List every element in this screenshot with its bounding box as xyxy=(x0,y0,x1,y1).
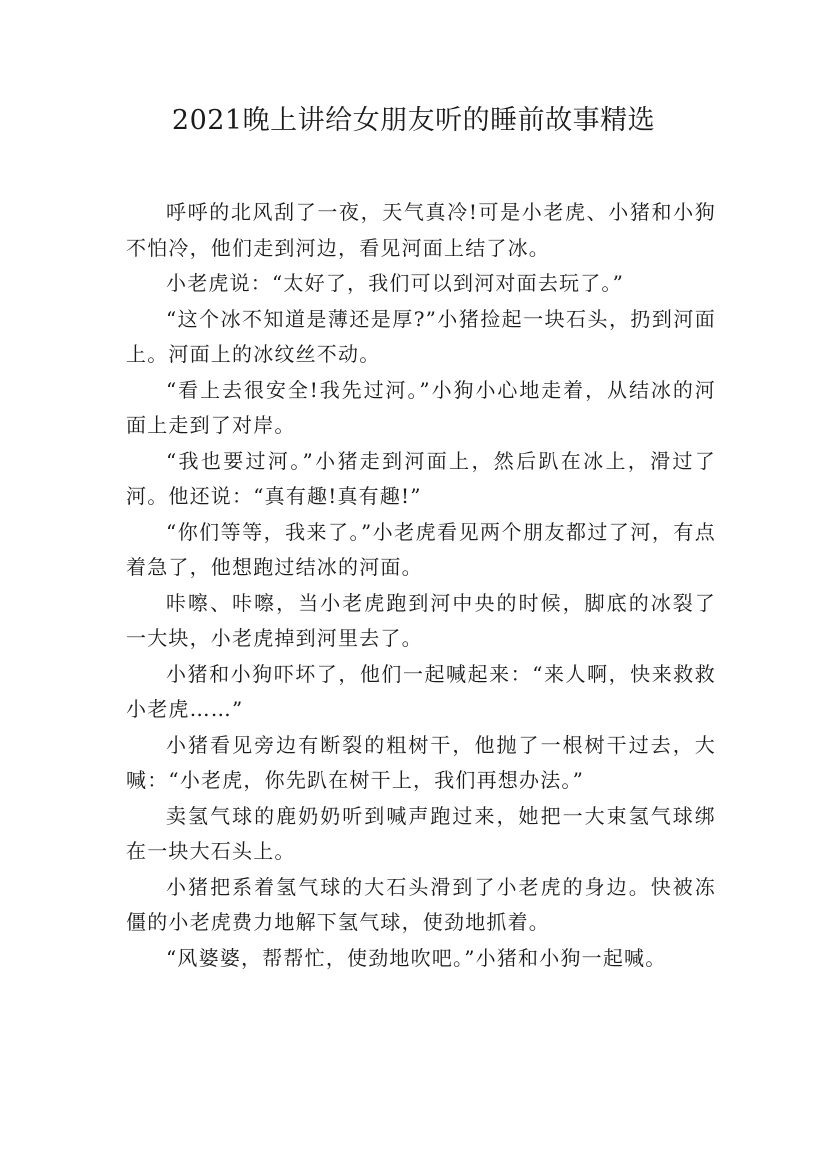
paragraph: 呼呼的北风刮了一夜，天气真冷!可是小老虎、小猪和小狗不怕冷，他们走到河边，看见河面上结了冰。 xyxy=(126,200,716,260)
paragraph: “风婆婆，帮帮忙，使劲地吹吧。”小猪和小狗一起喊。 xyxy=(166,945,667,970)
paragraph: “你们等等，我来了。”小老虎看见两个朋友都过了河，有点着急了，他想跑过结冰的河面。 xyxy=(126,519,716,579)
document-body xyxy=(126,195,716,976)
paragraph: “这个冰不知道是薄还是厚?”小猪捡起一块石头，扔到河面上。河面上的冰纹丝不动。 xyxy=(126,306,716,366)
paragraph: 小猪和小狗吓坏了，他们一起喊起来：“来人啊，快来救救小老虎……” xyxy=(126,661,716,721)
paragraph: 小猪把系着氢气球的大石头滑到了小老虎的身边。快被冻僵的小老虎费力地解下氢气球，使劲地抓着。 xyxy=(126,874,716,934)
paragraph: 卖氢气球的鹿奶奶听到喊声跑过来，她把一大束氢气球绑在一块大石头上。 xyxy=(126,803,716,863)
paragraph: 咔嚓、咔嚓，当小老虎跑到河中央的时候，脚底的冰裂了一大块，小老虎掉到河里去了。 xyxy=(126,590,716,650)
paragraph: 小猪看见旁边有断裂的粗树干，他抛了一根树干过去，大喊：“小老虎，你先趴在树干上，我们再想办法。” xyxy=(126,732,716,792)
paragraph: “看上去很安全!我先过河。”小狗小心地走着，从结冰的河面上走到了对岸。 xyxy=(126,377,716,437)
paragraph: 小老虎说：“太好了，我们可以到河对面去玩了。” xyxy=(166,271,625,295)
paragraph: “我也要过河。”小猪走到河面上，然后趴在冰上，滑过了河。他还说：“真有趣!真有趣!” xyxy=(126,448,716,508)
document-title: 2021晚上讲给女朋友听的睡前故事精选 xyxy=(171,105,656,136)
